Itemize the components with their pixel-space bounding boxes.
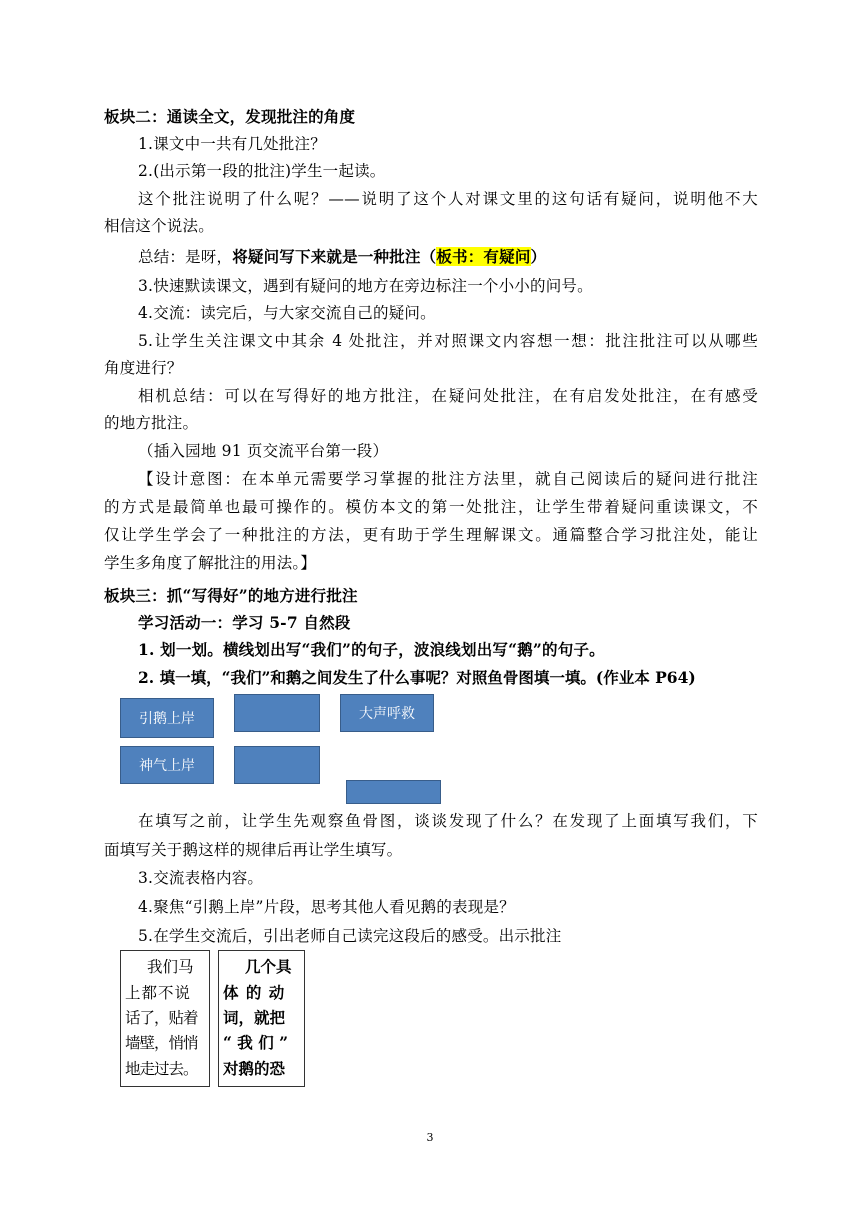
design-intent-line: 仅让学生学会了一种批注的方法，更有助于学生理解课文。通篇整合学习批注处，能让 xyxy=(104,526,758,544)
paragraph-line: （插入园地 91 页交流平台第一段） xyxy=(138,442,389,460)
task-line: 1. 划一划。横线划出写“我们”的句子，波浪线划出写“鹅”的句子。 xyxy=(138,640,605,659)
fishbone-box: 大声呼救 xyxy=(340,694,434,732)
paragraph-line: 5.让学生关注课文中其余 4 处批注，并对照课文内容想一想：批注批注可以从哪些 xyxy=(138,332,758,350)
paragraph-line: 面填写关于鹅这样的规律后再让学生填写。 xyxy=(104,841,403,859)
paragraph-line: 在填写之前，让学生先观察鱼骨图，谈谈发现了什么？在发现了上面填写我们，下 xyxy=(138,812,758,830)
summary-close: ） xyxy=(530,247,547,266)
paragraph-line: 相信这个说法。 xyxy=(104,217,214,235)
section-heading-2: 板块二：通读全文，发现批注的角度 xyxy=(104,107,356,126)
quote-line: 话了，贴着 xyxy=(125,1009,198,1027)
summary-bold: 将疑问写下来就是一种批注（ xyxy=(232,247,437,266)
fishbone-box-empty xyxy=(234,694,320,732)
fishbone-box: 神气上岸 xyxy=(120,746,214,784)
page-number: 3 xyxy=(426,1131,434,1144)
activity-heading: 学习活动一：学习 5-7 自然段 xyxy=(138,613,351,632)
annotation-line: 体 的 动 xyxy=(223,983,286,1002)
summary-line xyxy=(138,247,758,267)
quote-box xyxy=(120,950,210,1087)
paragraph-line: 4.交流：读完后，与大家交流自己的疑问。 xyxy=(138,304,436,322)
annotation-line: 几个具 xyxy=(245,957,292,976)
paragraph-line: 4.聚焦“引鹅上岸”片段，思考其他人看见鹅的表现是？ xyxy=(138,898,515,916)
paragraph-line: 3.快速默读课文，遇到有疑问的地方在旁边标注一个小小的问号。 xyxy=(138,277,593,295)
annotation-line: 词，就把 xyxy=(223,1008,286,1027)
task-line: 2. 填一填，“我们”和鹅之间发生了什么事呢？对照鱼骨图填一填。(作业本 P64) xyxy=(138,668,696,687)
paragraph-line: 相机总结：可以在写得好的地方批注，在疑问处批注，在有启发处批注，在有感受 xyxy=(138,387,758,405)
annotation-line: “ 我 们 ” xyxy=(223,1033,289,1052)
paragraph-line: 这个批注说明了什么呢？——说明了这个人对课文里的这句话有疑问，说明他不大 xyxy=(138,190,758,208)
fishbone-box-empty xyxy=(234,746,320,784)
design-intent-line: 【设计意图：在本单元需要学习掌握的批注方法里，就自己阅读后的疑问进行批注 xyxy=(138,470,758,488)
summary-prefix: 总结：是呀， xyxy=(138,248,233,266)
quote-line: 墙壁，悄悄 xyxy=(125,1034,198,1052)
quote-line: 我们马 xyxy=(147,958,194,976)
annotation-box xyxy=(218,950,305,1087)
paragraph-line: 的地方批注。 xyxy=(104,414,199,432)
paragraph-line: 2.(出示第一段的批注)学生一起读。 xyxy=(138,162,386,180)
blackboard-highlight: 板书：有疑问 xyxy=(436,247,531,266)
design-intent-line: 的方式是最简单也最可操作的。模仿本文的第一处批注，让学生带着疑问重读课文，不 xyxy=(104,498,758,516)
fishbone-box: 引鹅上岸 xyxy=(120,698,214,738)
paragraph-line: 1.课文中一共有几处批注？ xyxy=(138,135,326,153)
fishbone-box-empty xyxy=(346,780,441,804)
paragraph-line: 角度进行？ xyxy=(104,359,183,377)
section-heading-3: 板块三：抓“写得好”的地方进行批注 xyxy=(104,586,358,605)
design-intent-line: 学生多角度了解批注的用法。】 xyxy=(104,554,317,572)
paragraph-line: 3.交流表格内容。 xyxy=(138,869,264,887)
quote-line: 上都不说 xyxy=(125,984,192,1002)
paragraph-line: 5.在学生交流后，引出老师自己读完这段后的感受。出示批注 xyxy=(138,927,562,945)
annotation-line: 对鹅的恐 xyxy=(223,1059,286,1078)
quote-line: 地走过去。 xyxy=(125,1060,198,1078)
